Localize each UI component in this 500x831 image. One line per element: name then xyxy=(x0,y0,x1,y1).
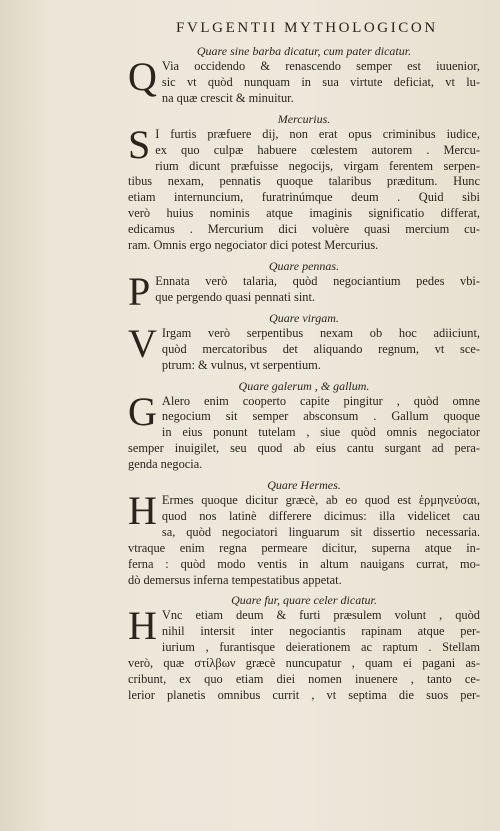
text-line: Irgam verò serpentibus nexam ob hoc adiiciunt, xyxy=(161,325,480,340)
paragraph xyxy=(128,268,480,314)
text-line: quòd mercatoribus det aliquando regnum, vt sce- xyxy=(161,341,480,356)
text-line: sa, quòd negociatori linguarum sit dissertio necessaria. xyxy=(161,524,480,539)
section-heading: Quare pennas. xyxy=(268,258,340,273)
section-heading: Mercurius. xyxy=(277,111,331,126)
section-heading: Quare virgam. xyxy=(269,310,339,325)
text-line: Ennata verò talaria, quòd negociantium pedes vbi- xyxy=(155,273,480,288)
text-line: dò demersus inferna tempestatibus appetat. xyxy=(128,572,342,587)
text-line: verò, quæ στίλβων græcè nuncupatur , quam ei pagani as- xyxy=(128,656,480,671)
drop-capital: H xyxy=(128,488,157,534)
text-line: tibus nexam, pennatis quoque talaribus præditum. Hunc xyxy=(128,174,480,189)
paragraph xyxy=(128,488,480,588)
text-line: ferna : quòd modo ventis in altum nauigans currat, mo- xyxy=(128,556,480,571)
text-line: lerior planetis omnibus currit , vt septima die suos per- xyxy=(128,688,480,702)
drop-capital: P xyxy=(128,268,151,314)
running-head: FVLGENTII MYTHOLOGICON xyxy=(176,20,438,36)
section-heading: Quare sine barba dicatur, cum pater dicatur. xyxy=(196,44,412,58)
text-line: sic vt quòd nunquam in sua virtute deficiat, vt lu- xyxy=(161,74,480,89)
text-line: verò huius nominis atque imaginis significatio differat, xyxy=(128,206,480,221)
text-line: rium dicunt præfuisse negocijs, virgam ferentem serpen- xyxy=(155,158,480,173)
text-line: na quæ crescit & minuitur. xyxy=(161,90,294,105)
text-line: Alero enim cooperto capite pingitur , quòd omne xyxy=(161,393,480,408)
text-line: quod nos latinè differere dicimus: illa videlicet cau xyxy=(161,508,480,523)
text-line: iurium , furantisque deierationem ac raptum . Stellam xyxy=(161,640,480,655)
text-line: Ermes quoque dicitur græcè, ab eo quod est ἑρμηνεύσαι, xyxy=(161,493,480,508)
main-text xyxy=(128,44,480,709)
text-line: cribunt, ex quo etiam diei nomen inuenere , tanto ce- xyxy=(128,672,480,687)
drop-capital: G xyxy=(128,388,157,434)
text-line: genda negocia. xyxy=(128,457,203,472)
text-line: in eius ponunt tutelam , siue quòd omnis negociator xyxy=(161,425,480,440)
paragraph xyxy=(128,121,480,254)
section-heading: Quare Hermes. xyxy=(267,478,341,493)
paragraph xyxy=(128,320,480,374)
paragraph xyxy=(128,54,480,107)
text-line: que pergendo quasi pennati sint. xyxy=(155,289,316,304)
text-line: vtraque enim regna permeare dicitur, superna atque in- xyxy=(128,540,480,555)
text-line: ex quo culpæ habuere cœlestem autorem . Mercu- xyxy=(155,142,480,157)
text-line: Via occidendo & renascendo semper est iuuenior, xyxy=(161,59,480,73)
drop-capital: H xyxy=(128,603,157,649)
text-line: nihil intersit inter negociantis rapinam atque per- xyxy=(161,624,480,639)
section-heading: Quare galerum , & gallum. xyxy=(238,378,370,393)
paragraph xyxy=(128,388,480,474)
text-line: negocium sit semper absconsum . Gallum quoque xyxy=(161,409,480,424)
text-line: ptrum: & vulnus, vt serpentium. xyxy=(161,357,321,372)
text-line: etiam internuncium, furatrinúmque deum . Quid sibi xyxy=(128,190,480,205)
paragraph xyxy=(128,603,480,703)
section-heading: Quare fur, quare celer dicatur. xyxy=(231,593,377,608)
drop-capital: S xyxy=(128,121,151,167)
drop-capital: Q xyxy=(128,54,157,99)
text-line: edicamus . Mercurium dici voluère quasi mercium cu- xyxy=(128,222,480,237)
text-line: semper inuigilet, seu quod ab eius cantu surgant ad pera- xyxy=(128,441,480,456)
text-line: I furtis præfuere dij, non erat opus criminibus iudice, xyxy=(155,126,480,141)
drop-capital: V xyxy=(128,320,157,366)
text-line: Vnc etiam deum & furti præsulem volunt , quòd xyxy=(161,608,480,623)
text-line: ram. Omnis ergo negociator dici potest Mercurius. xyxy=(128,238,379,253)
